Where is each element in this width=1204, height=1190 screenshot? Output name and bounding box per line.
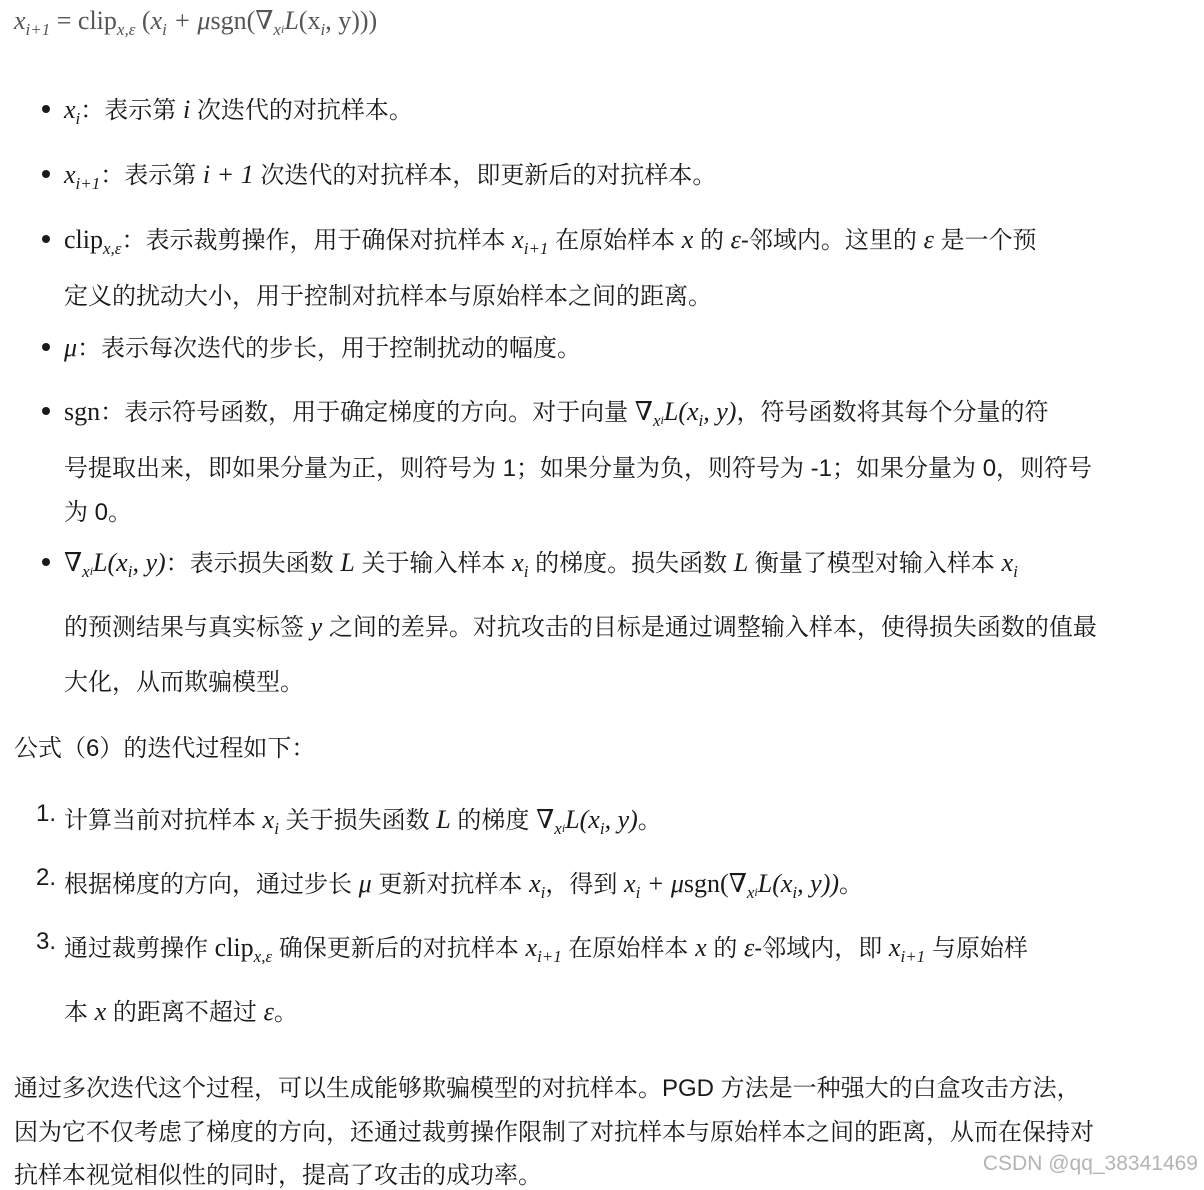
grad-symbol: (∇ (720, 869, 747, 898)
grad-sub: x (652, 411, 661, 430)
bullet-text-line3: 为 0。 (64, 499, 133, 526)
bullet-text: ：表示每次迭代的步长，用于控制扰动的幅度。 (77, 335, 582, 362)
bullet-text: 衡量了模型对输入样本 (748, 550, 1002, 577)
bullet-text: -邻域内。这里的 (740, 227, 924, 254)
bullet-dot (42, 170, 50, 178)
bullet-dot (42, 105, 50, 113)
conclusion-line-1: 通过多次迭代这个过程，可以生成能够欺骗模型的对抗样本。PGD 方法是一种强大的白盒攻击方法， (14, 1075, 1081, 1102)
formula-eq: = (50, 6, 78, 35)
formula-clip: clip (77, 6, 117, 35)
bullet-text: 在原始样本 (548, 227, 682, 254)
bullet-text: 次迭代的对抗样本。 (190, 97, 413, 124)
grad-subsub: i (660, 413, 664, 427)
step-text: 计算当前对抗样本 (64, 807, 263, 834)
grad-sub: x (746, 883, 755, 902)
formula-loss-tail: , y))) (325, 6, 378, 35)
step-number: 1. (36, 800, 57, 827)
step-clip: clip (214, 933, 254, 962)
step-var-sub: i (274, 819, 279, 838)
step-text: 的梯度 (450, 807, 537, 834)
step-text: 。 (273, 999, 298, 1026)
bullet-text: 的预测结果与真实标签 (64, 614, 311, 641)
step-var-sub: i+1 (900, 947, 926, 966)
step-text: 本 (64, 999, 95, 1026)
bullet-var: ε (923, 225, 934, 254)
bullet-text: ：表示第 (100, 162, 203, 189)
bullet-text: ：表示裁剪操作，用于确保对抗样本 (121, 227, 513, 254)
bullet-math: sgn (64, 397, 101, 426)
step-text: 。 (637, 807, 662, 834)
step-var-sub: i (540, 883, 546, 902)
bullet-math-sub: i (75, 109, 81, 128)
step-var: x (695, 933, 707, 962)
bullet-dot (42, 343, 50, 351)
bullet-text: 之间的差异。对抗攻击的目标是通过调整输入样本，使得损失函数的值最 (322, 614, 1097, 641)
bullet-math-sub: x,ε (103, 239, 122, 258)
step-var: L (436, 805, 451, 834)
formula-loss-args: (x (298, 6, 321, 35)
expr-sgn: sgn (683, 869, 721, 898)
step-var: x (94, 997, 107, 1026)
grad-subsub: i (561, 821, 566, 835)
formula-clip-sub: x,ε (116, 20, 136, 39)
bullet-var: x (512, 225, 524, 254)
bullet-math: μ (64, 333, 78, 362)
bullet-text: ：表示符号函数，用于确定梯度的方向。对于向量 (100, 399, 635, 426)
step-text: 的 (706, 935, 744, 962)
loss-args: (x (772, 869, 793, 898)
step-text: 通过裁剪操作 (64, 935, 215, 962)
step-var-sub: i+1 (537, 947, 562, 966)
loss-args-sub: i (127, 562, 133, 581)
loss-args: (x (579, 805, 600, 834)
grad-sub: x (82, 562, 90, 581)
step-text: ，得到 (545, 871, 625, 898)
loss-args: , y) (132, 548, 166, 577)
bullet-text: ，符号函数将其每个分量的符 (736, 399, 1049, 426)
grad-subsub: i (754, 885, 758, 899)
bullet-text: 是一个预 (933, 227, 1037, 254)
formula-xi-sub: i (162, 20, 167, 39)
grad-symbol: ∇ (64, 548, 83, 577)
bullet-text: ：表示第 (80, 97, 183, 124)
steps-intro: 公式（6）的迭代过程如下： (14, 735, 316, 762)
bullet-dot (42, 407, 50, 415)
bullet-var: L (733, 548, 749, 577)
step-number: 3. (36, 928, 57, 955)
bullet-var: x (1001, 548, 1014, 577)
step-text: 的距离不超过 (106, 999, 264, 1026)
grad-subsub: i (89, 564, 94, 578)
loss-symbol: L (757, 869, 773, 898)
bullet-var: L (340, 548, 355, 577)
update-formula (14, 6, 378, 39)
loss-args-sub: i (698, 411, 704, 430)
loss-args: (x (107, 548, 128, 577)
step-text: 关于损失函数 (278, 807, 437, 834)
bullet-dot (42, 235, 50, 243)
bullet-text: 的梯度。损失函数 (528, 550, 734, 577)
bullet-math: clip (64, 225, 103, 254)
conclusion-line-2: 因为它不仅考虑了梯度的方向，还通过裁剪操作限制了对抗样本与原始样本之间的距离，从而在保持对 (14, 1119, 1094, 1146)
bullet-math: x (64, 95, 76, 124)
expr-x: x (624, 869, 636, 898)
formula-nabla-sub: x (273, 20, 281, 39)
step-clip-sub: x,ε (253, 947, 273, 966)
bullet-var: i + 1 (202, 160, 254, 189)
grad-symbol: ∇ (536, 805, 555, 834)
loss-args: (x (678, 397, 699, 426)
bullet-var: x (512, 548, 524, 577)
step-text: 确保更新后的对抗样本 (272, 935, 526, 962)
bullet-text: 次迭代的对抗样本，即更新后的对抗样本。 (253, 162, 717, 189)
step-var: μ (358, 869, 372, 898)
step-text: 根据梯度的方向，通过步长 (64, 871, 359, 898)
bullet-var-sub: i+1 (523, 239, 549, 258)
formula-plus-mu: + μ (166, 6, 211, 35)
loss-args-sub: i (599, 819, 605, 838)
formula-lhs-sub: i+1 (25, 20, 51, 39)
loss-symbol: L (565, 805, 580, 834)
step-var: x (525, 933, 538, 962)
step-text: 与原始样 (925, 935, 1028, 962)
step-var: x (888, 933, 901, 962)
bullet-var: y (310, 612, 323, 641)
bullet-text-line2: 号提取出来，即如果分量为正，则符号为 1；如果分量为负，则符号为 -1；如果分量为 0，则符号 (64, 455, 1093, 482)
expr-x-sub: i (635, 883, 641, 902)
loss-args-sub: i (792, 883, 798, 902)
bullet-math: x (64, 160, 76, 189)
loss-args: , y)) (797, 869, 840, 898)
formula-lhs: x (14, 6, 26, 35)
grad-symbol: ∇ (634, 397, 653, 426)
formula-nabla-subsub: i (280, 22, 285, 36)
step-text: 在原始样本 (561, 935, 696, 962)
step-var: ε (263, 997, 274, 1026)
grad-sub: x (554, 819, 562, 838)
step-text: -邻域内，即 (754, 935, 889, 962)
formula-loss: L (284, 6, 299, 35)
loss-args: , y) (703, 397, 737, 426)
bullet-var: x (681, 225, 694, 254)
bullet-dot (42, 558, 50, 566)
formula-open: ( (135, 6, 151, 35)
step-text: 。 (839, 871, 864, 898)
loss-symbol: L (663, 397, 679, 426)
step-var: x (529, 869, 541, 898)
step-var: ε (744, 933, 755, 962)
loss-symbol: L (93, 548, 108, 577)
formula-loss-args-sub: i (320, 20, 326, 39)
bullet-var: i (182, 95, 191, 124)
csdn-watermark: CSDN @qq_38341469 (982, 1152, 1198, 1175)
bullet-text-line3: 大化，从而欺骗模型。 (64, 669, 304, 696)
bullet-var-sub: i (1013, 562, 1018, 581)
bullet-var: ε (730, 225, 741, 254)
formula-nabla: (∇ (246, 6, 274, 35)
formula-xi: x (150, 6, 163, 35)
expr-plus-mu: + μ (640, 869, 684, 898)
step-text: 更新对抗样本 (371, 871, 530, 898)
bullet-var-sub: i (523, 562, 529, 581)
step-var: x (262, 805, 275, 834)
bullet-math-sub: i+1 (75, 174, 101, 193)
loss-args: , y) (604, 805, 638, 834)
formula-sgn: sgn (210, 6, 247, 35)
conclusion-line-3: 抗样本视觉相似性的同时，提高了攻击的成功率。 (14, 1162, 542, 1189)
bullet-text: 关于输入样本 (354, 550, 513, 577)
step-number: 2. (36, 864, 57, 891)
bullet-text: ：表示损失函数 (165, 550, 341, 577)
bullet-text-line2: 定义的扰动大小，用于控制对抗样本与原始样本之间的距离。 (64, 283, 712, 310)
bullet-text: 的 (693, 227, 731, 254)
